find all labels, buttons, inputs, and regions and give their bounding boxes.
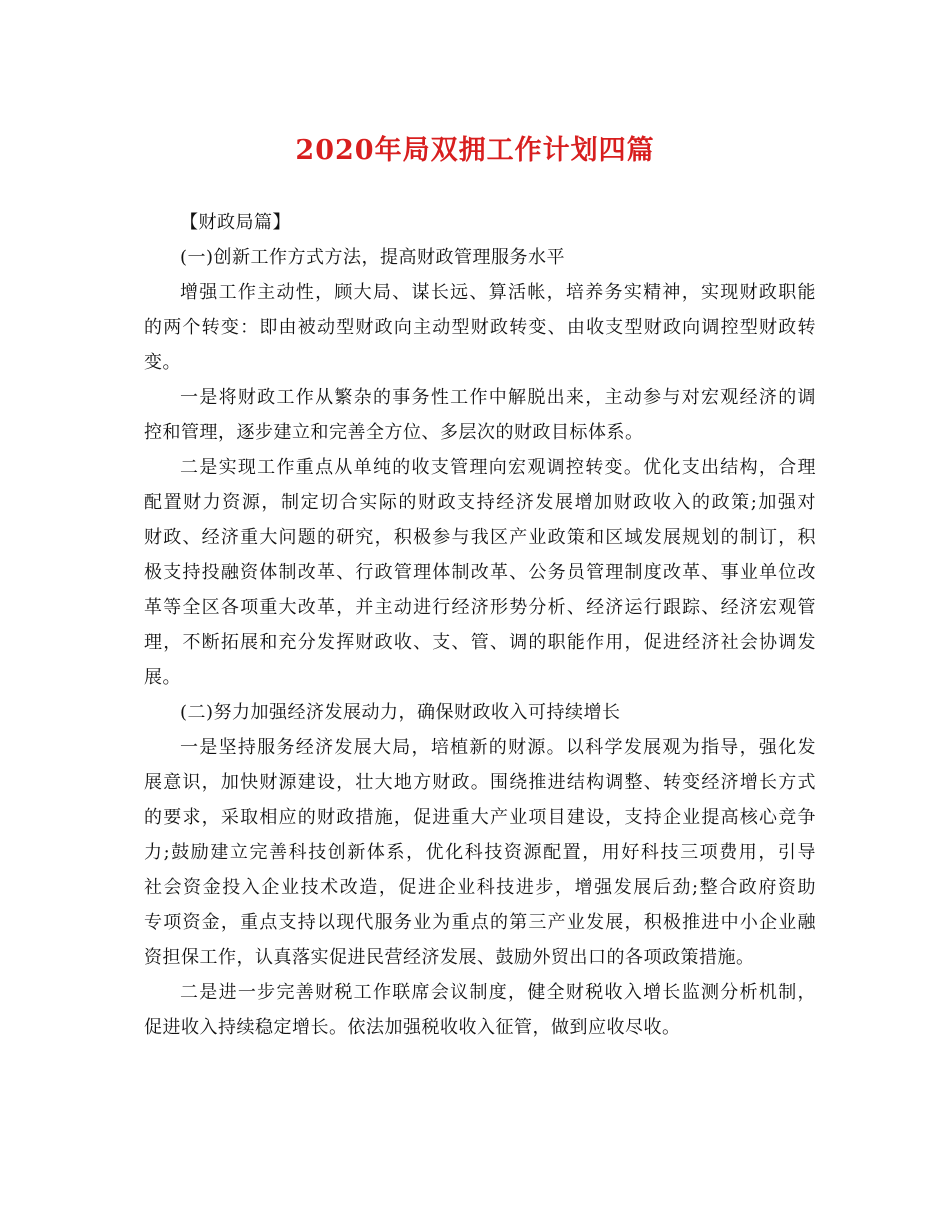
text-line: 理，不断拓展和充分发挥财政收、支、管、调的职能作用，促进经济社会协调发 — [144, 632, 816, 653]
text-line: 社会资金投入企业技术改造，促进企业科技进步，增强发展后劲;整合政府资助 — [144, 877, 816, 898]
text-line: 展意识，加快财源建设，壮大地方财政。围绕推进结构调整、转变经济增长方式 — [144, 772, 816, 793]
text-line: 二是进一步完善财税工作联席会议制度，健全财税收入增长监测分析机制， — [180, 982, 816, 1003]
text-line: 革等全区各项重大改革，并主动进行经济形势分析、经济运行跟踪、经济宏观管 — [144, 597, 816, 618]
document-title: 2020年局双拥工作计划四篇 — [295, 135, 655, 166]
text-line: (一)创新工作方式方法，提高财政管理服务水平 — [180, 247, 566, 268]
text-line: 一是将财政工作从繁杂的事务性工作中解脱出来，主动参与对宏观经济的调 — [180, 387, 816, 408]
text-line: 的两个转变：即由被动型财政向主动型财政转变、由收支型财政向调控型财政转 — [144, 317, 816, 338]
text-line: 力;鼓励建立完善科技创新体系，优化科技资源配置，用好科技三项费用，引导 — [144, 842, 816, 863]
text-line: 增强工作主动性，顾大局、谋长远、算活帐，培养务实精神，实现财政职能 — [180, 282, 816, 303]
text-line: 配置财力资源，制定切合实际的财政支持经济发展增加财政收入的政策;加强对 — [144, 492, 816, 513]
text-line: 一是坚持服务经济发展大局，培植新的财源。以科学发展观为指导，强化发 — [180, 737, 816, 758]
text-line: 【财政局篇】 — [180, 212, 291, 233]
text-line: 控和管理，逐步建立和完善全方位、多层次的财政目标体系。 — [144, 422, 644, 443]
text-line: 促进收入持续稳定增长。依法加强税收收入征管，做到应收尽收。 — [144, 1017, 681, 1038]
text-line: 专项资金，重点支持以现代服务业为重点的第三产业发展，积极推进中小企业融 — [144, 912, 816, 933]
text-line: 财政、经济重大问题的研究，积极参与我区产业政策和区域发展规划的制订，积 — [144, 527, 816, 548]
text-line: 变。 — [144, 352, 181, 373]
text-line: 极支持投融资体制改革、行政管理体制改革、公务员管理制度改革、事业单位改 — [144, 562, 816, 583]
document-body — [144, 205, 816, 1045]
text-line: 资担保工作，认真落实促进民营经济发展、鼓励外贸出口的各项政策措施。 — [144, 947, 755, 968]
text-line: 的要求，采取相应的财政措施，促进重大产业项目建设，支持企业提高核心竞争 — [144, 807, 816, 828]
text-line: 展。 — [144, 667, 181, 688]
text-line: (二)努力加强经济发展动力，确保财政收入可持续增长 — [180, 702, 621, 723]
text-line: 二是实现工作重点从单纯的收支管理向宏观调控转变。优化支出结构，合理 — [180, 457, 816, 478]
